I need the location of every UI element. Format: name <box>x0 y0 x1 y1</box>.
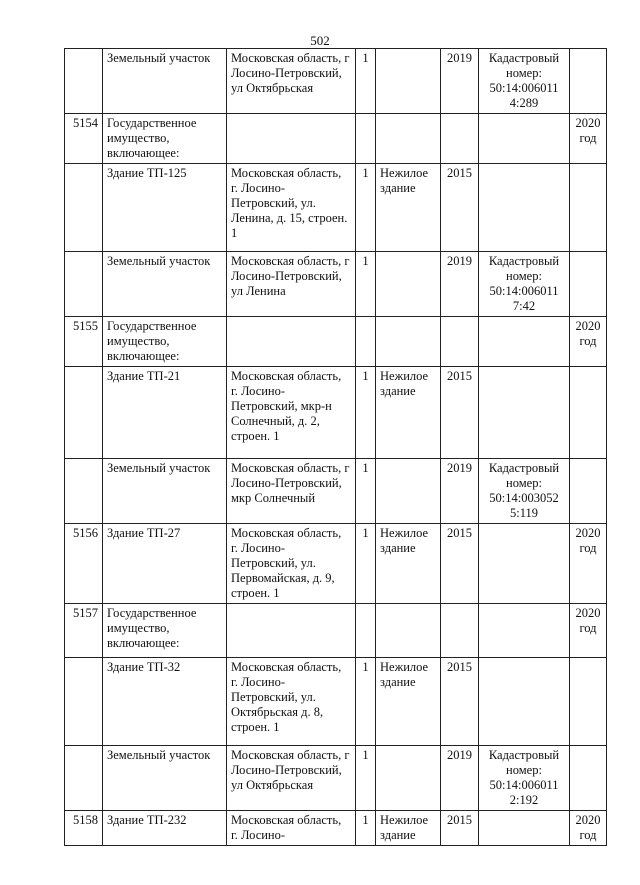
year-cell: 2015 <box>441 658 479 746</box>
plan-year-cell: 2020 год <box>570 524 607 604</box>
plan-year-cell <box>570 658 607 746</box>
object-name-cell: Здание ТП-27 <box>103 524 227 604</box>
plan-year-cell <box>570 164 607 252</box>
table-row <box>65 811 607 846</box>
quantity-cell: 1 <box>356 658 376 746</box>
quantity-cell: 1 <box>356 746 376 811</box>
object-type-cell <box>376 746 441 811</box>
object-type-cell <box>376 317 441 367</box>
item-number-cell <box>65 49 103 114</box>
object-type-cell: Нежилое здание <box>376 367 441 459</box>
object-name-cell: Земельный участок <box>103 746 227 811</box>
object-type-cell: Нежилое здание <box>376 524 441 604</box>
item-number-cell <box>65 367 103 459</box>
object-type-cell <box>376 49 441 114</box>
plan-year-cell <box>570 459 607 524</box>
item-number-cell <box>65 164 103 252</box>
object-name-cell: Здание ТП-125 <box>103 164 227 252</box>
address-cell: Московская область, г Лосино-Петровский, ул Ленина <box>227 252 356 317</box>
table-row <box>65 317 607 367</box>
cadastral-number-cell: Кадастровый номер: 50:14:006011 7:42 <box>479 252 570 317</box>
address-cell: Московская область, г. Лосино- <box>227 811 356 846</box>
table-row <box>65 524 607 604</box>
address-cell: Московская область, г. Лосино-Петровский, мкр-н Солнечный, д. 2, строен. 1 <box>227 367 356 459</box>
cadastral-number-cell <box>479 367 570 459</box>
table-row <box>65 49 607 114</box>
quantity-cell: 1 <box>356 524 376 604</box>
year-cell: 2015 <box>441 524 479 604</box>
plan-year-cell: 2020 год <box>570 317 607 367</box>
year-cell: 2015 <box>441 367 479 459</box>
cadastral-number-cell: Кадастровый номер: 50:14:003052 5:119 <box>479 459 570 524</box>
object-type-cell <box>376 459 441 524</box>
item-number-cell: 5155 <box>65 317 103 367</box>
address-cell: Московская область, г Лосино-Петровский, мкр Солнечный <box>227 459 356 524</box>
object-name-cell: Государственное имущество, включающее: <box>103 604 227 658</box>
address-cell: Московская область, г Лосино-Петровский, ул Октябрьская <box>227 746 356 811</box>
cadastral-number-cell <box>479 524 570 604</box>
year-cell: 2019 <box>441 459 479 524</box>
table-body <box>65 49 607 846</box>
quantity-cell <box>356 604 376 658</box>
address-cell <box>227 317 356 367</box>
table-row <box>65 367 607 459</box>
quantity-cell: 1 <box>356 367 376 459</box>
object-name-cell: Земельный участок <box>103 459 227 524</box>
object-name-cell: Здание ТП-32 <box>103 658 227 746</box>
cadastral-number-cell <box>479 811 570 846</box>
year-cell: 2015 <box>441 164 479 252</box>
cadastral-number-cell: Кадастровый номер: 50:14:006011 4:289 <box>479 49 570 114</box>
address-cell <box>227 114 356 164</box>
table-row <box>65 604 607 658</box>
address-cell: Московская область, г. Лосино-Петровский, ул. Ленина, д. 15, строен. 1 <box>227 164 356 252</box>
year-cell: 2019 <box>441 746 479 811</box>
item-number-cell: 5158 <box>65 811 103 846</box>
item-number-cell <box>65 746 103 811</box>
page-number: 502 <box>310 33 330 48</box>
object-name-cell: Земельный участок <box>103 252 227 317</box>
quantity-cell: 1 <box>356 459 376 524</box>
table-row <box>65 746 607 811</box>
object-name-cell: Государственное имущество, включающее: <box>103 317 227 367</box>
item-number-cell <box>65 658 103 746</box>
object-name-cell: Здание ТП-21 <box>103 367 227 459</box>
year-cell: 2015 <box>441 811 479 846</box>
object-type-cell <box>376 114 441 164</box>
table-row <box>65 164 607 252</box>
plan-year-cell: 2020 год <box>570 811 607 846</box>
quantity-cell: 1 <box>356 811 376 846</box>
object-type-cell: Нежилое здание <box>376 164 441 252</box>
quantity-cell: 1 <box>356 252 376 317</box>
cadastral-number-cell <box>479 658 570 746</box>
table-row <box>65 658 607 746</box>
table-row <box>65 114 607 164</box>
cadastral-number-cell <box>479 604 570 658</box>
quantity-cell: 1 <box>356 164 376 252</box>
property-table <box>64 48 607 846</box>
address-cell: Московская область, г. Лосино-Петровский, ул. Октябрьская д. 8, строен. 1 <box>227 658 356 746</box>
item-number-cell: 5156 <box>65 524 103 604</box>
plan-year-cell <box>570 367 607 459</box>
item-number-cell <box>65 459 103 524</box>
table-row <box>65 459 607 524</box>
object-type-cell <box>376 252 441 317</box>
quantity-cell <box>356 317 376 367</box>
quantity-cell: 1 <box>356 49 376 114</box>
cadastral-number-cell <box>479 317 570 367</box>
year-cell: 2019 <box>441 49 479 114</box>
cadastral-number-cell: Кадастровый номер: 50:14:006011 2:192 <box>479 746 570 811</box>
plan-year-cell: 2020 год <box>570 114 607 164</box>
object-name-cell: Государственное имущество, включающее: <box>103 114 227 164</box>
table-row <box>65 252 607 317</box>
item-number-cell: 5157 <box>65 604 103 658</box>
cadastral-number-cell <box>479 164 570 252</box>
cadastral-number-cell <box>479 114 570 164</box>
object-type-cell: Нежилое здание <box>376 811 441 846</box>
item-number-cell: 5154 <box>65 114 103 164</box>
plan-year-cell: 2020 год <box>570 604 607 658</box>
quantity-cell <box>356 114 376 164</box>
address-cell <box>227 604 356 658</box>
object-name-cell: Здание ТП-232 <box>103 811 227 846</box>
item-number-cell <box>65 252 103 317</box>
plan-year-cell <box>570 746 607 811</box>
object-type-cell <box>376 604 441 658</box>
address-cell: Московская область, г. Лосино-Петровский, ул. Первомайская, д. 9, строен. 1 <box>227 524 356 604</box>
plan-year-cell <box>570 252 607 317</box>
year-cell <box>441 317 479 367</box>
object-name-cell: Земельный участок <box>103 49 227 114</box>
year-cell <box>441 114 479 164</box>
year-cell: 2019 <box>441 252 479 317</box>
object-type-cell: Нежилое здание <box>376 658 441 746</box>
year-cell <box>441 604 479 658</box>
address-cell: Московская область, г Лосино-Петровский, ул Октябрьская <box>227 49 356 114</box>
plan-year-cell <box>570 49 607 114</box>
